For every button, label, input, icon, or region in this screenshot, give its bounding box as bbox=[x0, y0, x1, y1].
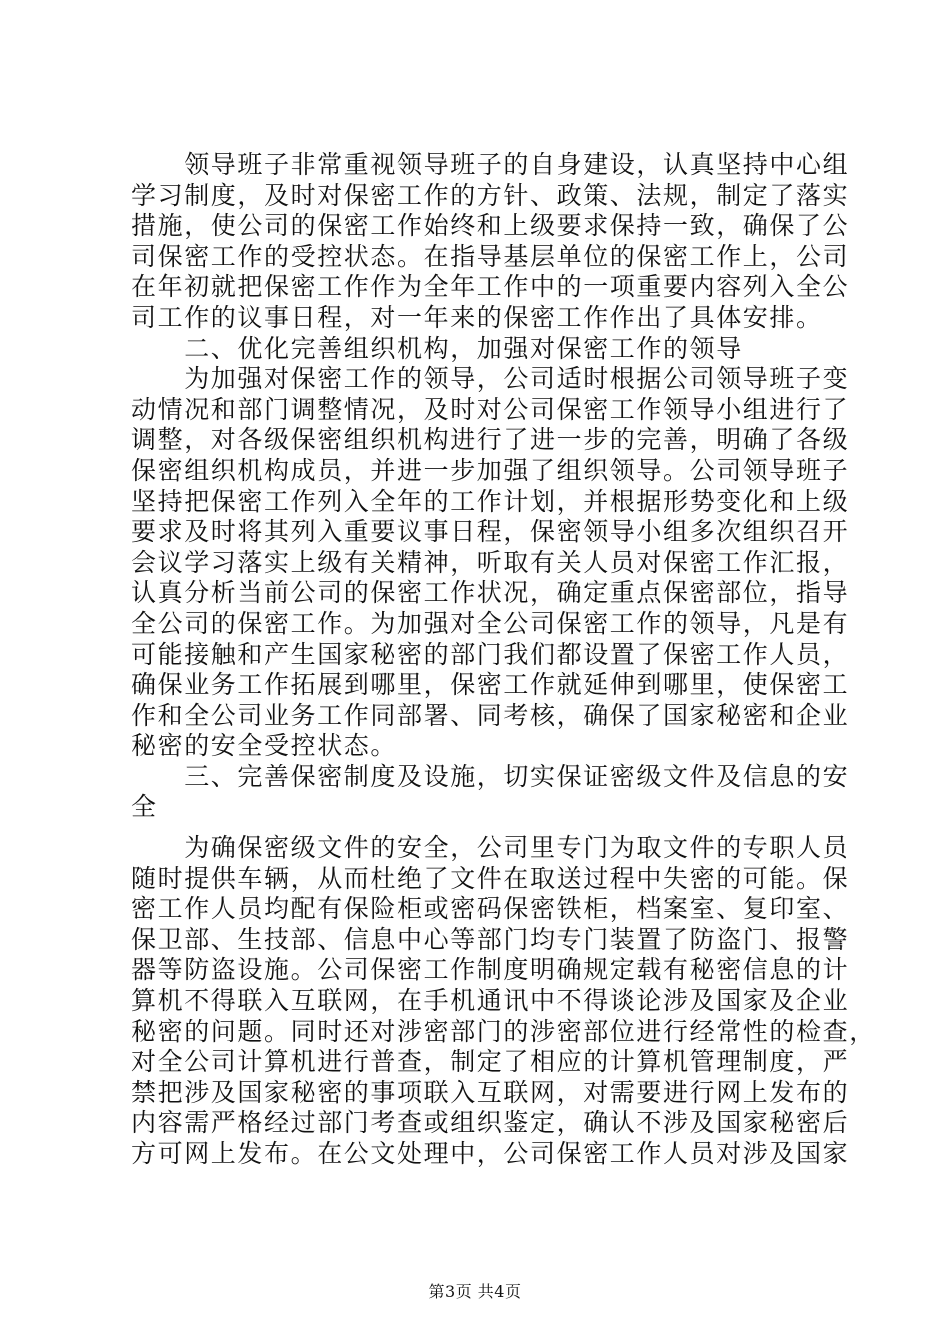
text-line: 为确保密级文件的安全，公司里专门为取文件的专职人员 bbox=[131, 833, 850, 863]
text-line: 内容需严格经过部门考查或组织鉴定，确认不涉及国家秘密后 bbox=[131, 1108, 850, 1138]
text-line: 秘密的问题。同时还对涉密部门的涉密部位进行经常性的检查， bbox=[131, 1016, 876, 1046]
text-line: 认真分析当前公司的保密工作状况，确定重点保密部位，指导 bbox=[131, 578, 850, 608]
text-line: 可能接触和产生国家秘密的部门我们都设置了保密工作人员， bbox=[131, 639, 850, 669]
text-line: 作和全公司业务工作同部署、同考核，确保了国家秘密和企业 bbox=[131, 700, 850, 730]
paragraph bbox=[131, 364, 850, 762]
paragraph bbox=[131, 150, 850, 334]
text-line: 算机不得联入互联网，在手机通讯中不得谈论涉及国家及企业 bbox=[131, 986, 850, 1016]
text-line: 在年初就把保密工作作为全年工作中的一项重要内容列入全公 bbox=[131, 272, 850, 302]
text-line: 对全公司计算机进行普查，制定了相应的计算机管理制度，严 bbox=[131, 1047, 850, 1077]
text-line: 司保密工作的受控状态。在指导基层单位的保密工作上，公司 bbox=[131, 241, 850, 271]
text-line: 方可网上发布。在公文处理中，公司保密工作人员对涉及国家 bbox=[131, 1139, 850, 1168]
text-line: 密工作人员均配有保险柜或密码保密铁柜，档案室、复印室、 bbox=[131, 894, 850, 924]
text-line: 器等防盗设施。公司保密工作制度明确规定载有秘密信息的计 bbox=[131, 955, 850, 985]
paragraph bbox=[131, 334, 831, 365]
paragraph-gap bbox=[131, 823, 831, 833]
text-line: 措施，使公司的保密工作始终和上级要求保持一致，确保了公 bbox=[131, 211, 850, 241]
text-line: 禁把涉及国家秘密的事项联入互联网，对需要进行网上发布的 bbox=[131, 1077, 850, 1107]
text-line: 保密组织机构成员，并进一步加强了组织领导。公司领导班子 bbox=[131, 455, 850, 485]
text-line: 司工作的议事日程，对一年来的保密工作作出了具体安排。 bbox=[131, 302, 823, 332]
text-line: 随时提供车辆，从而杜绝了文件在取送过程中失密的可能。保 bbox=[131, 863, 850, 893]
text-line: 会议学习落实上级有关精神，听取有关人员对保密工作汇报， bbox=[131, 547, 850, 577]
text-line: 学习制度，及时对保密工作的方针、政策、法规，制定了落实 bbox=[131, 180, 850, 210]
text-line: 坚持把保密工作列入全年的工作计划，并根据形势变化和上级 bbox=[131, 486, 850, 516]
text-line: 秘密的安全受控状态。 bbox=[131, 731, 398, 761]
text-line: 二、优化完善组织机构，加强对保密工作的领导 bbox=[131, 333, 743, 363]
text-line: 全 bbox=[131, 792, 158, 822]
text-line: 为加强对保密工作的领导，公司适时根据公司领导班子变 bbox=[131, 364, 850, 394]
text-line: 确保业务工作拓展到哪里，保密工作就延伸到哪里，使保密工 bbox=[131, 670, 850, 700]
document-body bbox=[131, 150, 876, 1170]
paragraph bbox=[131, 833, 876, 1170]
paragraph bbox=[131, 761, 850, 823]
text-line: 动情况和部门调整情况，及时对公司保密工作领导小组进行了 bbox=[131, 394, 850, 424]
text-line: 全公司的保密工作。为加强对全公司保密工作的领导，凡是有 bbox=[131, 608, 850, 638]
text-line: 保卫部、生技部、信息中心等部门均专门装置了防盗门、报警 bbox=[131, 924, 850, 954]
text-line: 要求及时将其列入重要议事日程，保密领导小组多次组织召开 bbox=[131, 517, 850, 547]
text-line: 调整，对各级保密组织机构进行了进一步的完善，明确了各级 bbox=[131, 425, 850, 455]
text-line: 领导班子非常重视领导班子的自身建设，认真坚持中心组 bbox=[131, 150, 850, 179]
text-line: 三、完善保密制度及设施，切实保证密级文件及信息的安 bbox=[131, 761, 850, 791]
page-footer: 第3页 共4页 bbox=[428, 1282, 522, 1301]
